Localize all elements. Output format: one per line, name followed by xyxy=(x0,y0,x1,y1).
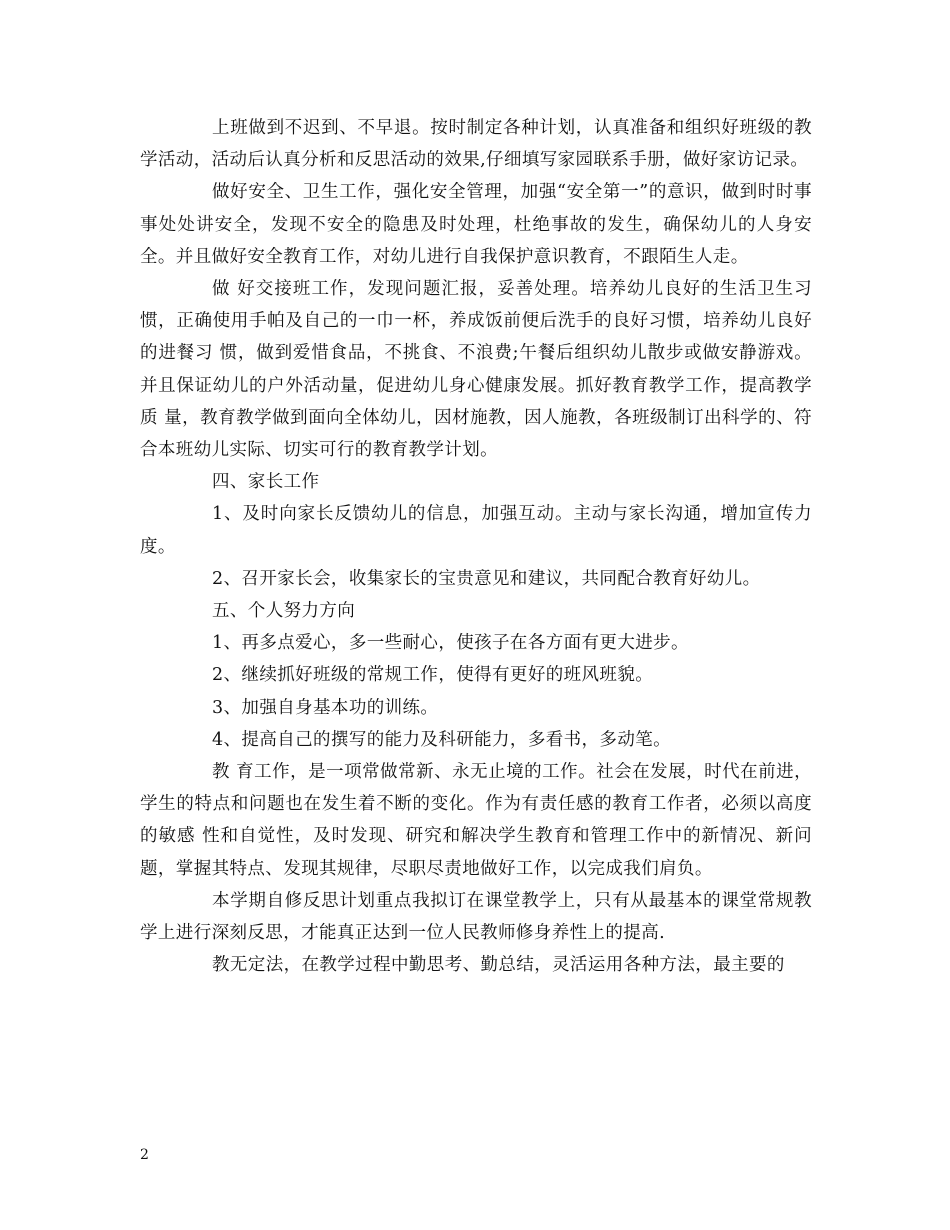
paragraph-safety-hygiene: 做好安全、卫生工作，强化安全管理，加强“安全第一”的意识，做到时时事事处处讲安全，发现不安全的隐患及时处理，杜绝事故的发生，确保幼儿的人身安全。并且做好安全教育工作，对幼儿进行自我保护意识教育，不跟陌生人走。 xyxy=(140,182,812,267)
list-item-more-love: 1、再多点爱心，多一些耐心，使孩子在各方面有更大进步。 xyxy=(212,633,689,654)
section-heading-personal-direction: 五、个人努力方向 xyxy=(212,601,356,622)
page-number: 2 xyxy=(140,1147,149,1163)
paragraph-self-study-plan: 本学期自修反思计划重点我拟订在课堂教学上，只有从最基本的课堂常规教学上进行深刻反思，才能真正达到一位人民教师修身养性上的提高. xyxy=(140,890,812,944)
list-item-writing-research: 4、提高自己的撰写的能力及科研能力，多看书，多动笔。 xyxy=(212,729,672,750)
list-item-parent-meeting: 2、召开家长会，收集家长的宝贵意见和建议，共同配合教育好幼儿。 xyxy=(212,568,761,589)
paragraph-shift-handover: 做 好交接班工作，发现问题汇报，妥善处理。培养幼儿良好的生活卫生习惯，正确使用手帕及自己的一巾一杯，养成饭前便后洗手的良好习惯，培养幼儿良好的进餐习 惯，做到爱惜食品，不挑食、不浪费;午餐后组织幼儿散步或做安静游戏。并且保证幼儿的户外活动量，促进幼儿身心健康发展。抓好教育教学工作，提高教学质 量，教育教学做到面向全体幼儿，因材施教，因人施教，各班级制订出科学的、符合本班幼儿实际、切实可行的教育教学计划。 xyxy=(140,279,812,461)
list-item-parent-feedback: 1、及时向家长反馈幼儿的信息，加强互动。主动与家长沟通，增加宣传力度。 xyxy=(140,504,812,557)
section-heading-parent-work: 四、家长工作 xyxy=(212,472,320,493)
list-item-basic-skills: 3、加强自身基本功的训练。 xyxy=(212,697,439,718)
paragraph-teaching-method: 教无定法，在教学过程中勤思考、勤总结，灵活运用各种方法，最主要的 xyxy=(212,955,785,976)
paragraph-education-work: 教 育工作，是一项常做常新、永无止境的工作。社会在发展，时代在前进，学生的特点和问题也在发生着不断的变化。作为有责任感的教育工作者，必须以高度的敏感 性和自觉性，及时发现、研究和解决学生教育和管理工作中的新情况、新问题，掌握其特点、发现其规律，尽职尽责地做好工作，以完成我们肩负。 xyxy=(140,762,812,879)
document-body xyxy=(140,112,812,981)
paragraph-work-discipline: 上班做到不迟到、不早退。按时制定各种计划，认真准备和组织好班级的教学活动，活动后认真分析和反思活动的效果,仔细填写家园联系手册，做好家访记录。 xyxy=(140,118,812,171)
list-item-class-routine: 2、继续抓好班级的常规工作，使得有更好的班风班貌。 xyxy=(212,665,654,686)
